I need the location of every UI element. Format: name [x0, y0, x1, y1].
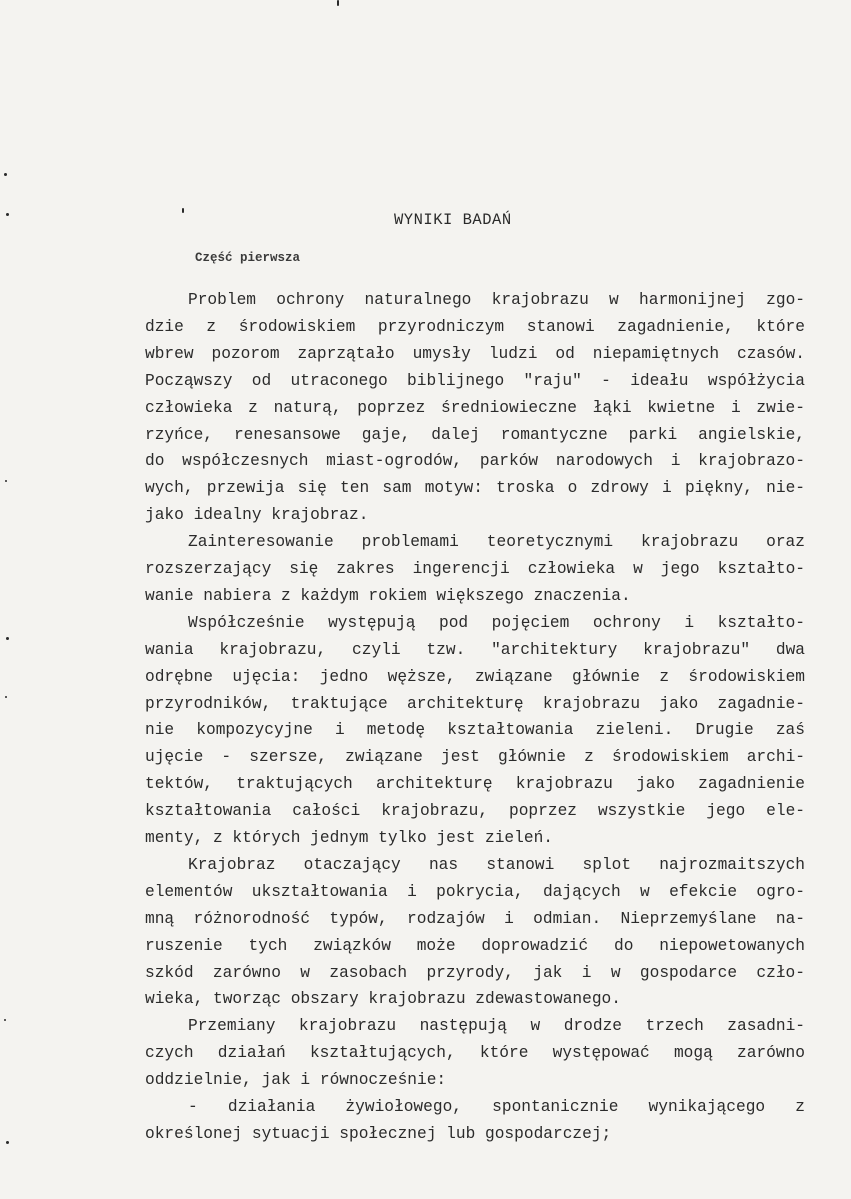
document-subtitle: Część pierwsza [195, 251, 301, 265]
document-title: WYNIKI BADAŃ [394, 211, 512, 229]
text-line: odrębne ujęcia: jedno węższe, związane głównie z środowiskiem [145, 667, 805, 686]
text-line: Problem ochrony naturalnego krajobrazu w harmonijnej zgo- [188, 291, 805, 309]
text-line: ujęcie - szersze, związane jest głównie z środowiskiem archi- [145, 748, 805, 767]
text-line: wania krajobrazu, czyli tzw. "architektury krajobrazu" dwa [145, 640, 805, 659]
text-line: Począwszy od utraconego biblijnego "raju" - ideału współżycia [145, 371, 805, 390]
text-line: Przemiany krajobrazu następują w drodze trzech zasadni- [188, 1017, 805, 1036]
text-line: - działania żywiołowego, spontanicznie wynikającego z [188, 1098, 805, 1116]
text-line: kształtowania całości krajobrazu, poprzez wszystkie jego ele- [145, 802, 805, 821]
text-line: do współczesnych miast-ogrodów, parków narodowych i krajobrazo- [145, 452, 805, 471]
text-line: wbrew pozorom zaprzątało umysły ludzi od niepamiętnych czasów. [145, 344, 805, 363]
text-line: czych działań kształtujących, które występować mogą zarówno [145, 1044, 805, 1063]
scan-speck [6, 213, 9, 216]
text-line: rzyńce, renesansowe gaje, dalej romantyczne parki angielskie, [145, 425, 805, 444]
text-line: nie kompozycyjne i metodę kształtowania zieleni. Drugie zaś [145, 721, 805, 740]
text-line: jako idealny krajobraz. [145, 506, 369, 525]
scan-speck [4, 173, 7, 176]
text-line: rozszerzający się zakres ingerencji człowieka w jego kształto- [145, 560, 805, 578]
text-line: wych, przewija się ten sam motyw: troska o zdrowy i piękny, nie- [145, 479, 805, 498]
text-line: Współcześnie występują pod pojęciem ochrony i kształto- [188, 613, 805, 632]
text-line: mną różnorodność typów, rodzajów i odmian. Nieprzemyślane na- [145, 909, 805, 928]
scan-speck [5, 696, 7, 698]
scan-speck [337, 0, 339, 6]
text-line: określonej sytuacji społecznej lub gospodarczej; [145, 1124, 612, 1143]
text-line: Zainteresowanie problemami teoretycznymi krajobrazu oraz [188, 533, 805, 552]
text-line: tektów, traktujących architekturę krajobrazu jako zagadnienie [145, 775, 805, 794]
text-line: ruszenie tych związków może doprowadzić do niepowetowanych [145, 936, 805, 955]
text-line: wanie nabiera z każdym rokiem większego znaczenia. [145, 586, 631, 605]
text-line: przyrodników, traktujące architekturę krajobrazu jako zagadnie- [145, 694, 805, 713]
text-line: menty, z których jednym tylko jest zieleń. [145, 829, 553, 847]
text-line: oddzielnie, jak i równocześnie: [145, 1071, 447, 1090]
scan-speck [6, 637, 9, 640]
text-line: człowieka z naturą, poprzez średniowieczne łąki kwietne i zwie- [145, 398, 805, 417]
text-line: Krajobraz otaczający nas stanowi splot najrozmaitszych [188, 855, 805, 874]
text-line: dzie z środowiskiem przyrodniczym stanowi zagadnienie, które [145, 317, 805, 336]
text-line: wieka, tworząc obszary krajobrazu zdewastowanego. [145, 990, 621, 1009]
scan-speck [6, 1141, 9, 1144]
text-line: elementów ukształtowania i pokrycia, dających w efekcie ogro- [145, 882, 805, 901]
text-line: szkód zarówno w zasobach przyrody, jak i w gospodarce czło- [145, 963, 805, 982]
scan-speck [182, 208, 184, 213]
scan-speck [5, 480, 7, 482]
scan-speck [4, 1019, 6, 1021]
